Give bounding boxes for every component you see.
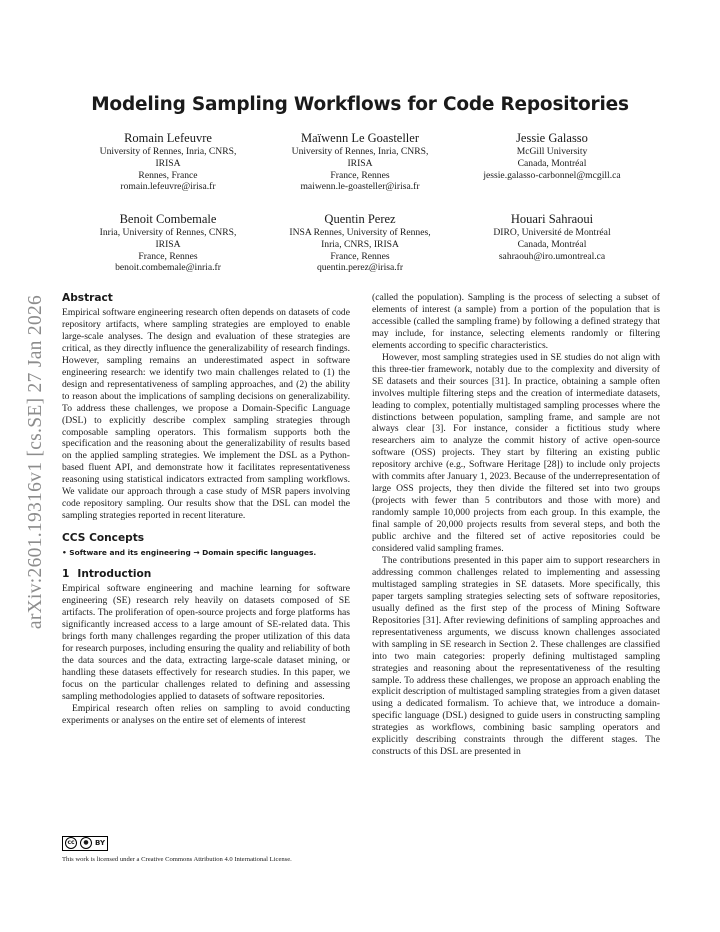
author-affiliation: DIRO, Université de Montréal — [493, 227, 611, 238]
left-column — [62, 292, 350, 727]
body-paragraph: However, most sampling strategies used in SE studies do not align with this three-tier framework, notably due to the complexity and diversity of SE datasets and their sources [31]. In practice, obtaining a sample often involves multiple filtering steps and the creation of intermediate datasets, leading to complex, potentially multistaged sampling processes where the distinctions between population, sampling frame, and sample are not always clear [3]. For instance, consider a fictitious study where researchers aim to analyze the commit history of active open-source software (OSS) projects. They start by filtering an existing public repository archive (e.g., Software Heritage [28]) to include only projects with commits after January 1, 2023. Because of the underrepresentation of large OSS projects, they then divide the filtered set into two groups (projects with fewer than 5 contributors and those with more) and randomly sample 10,000 projects from each group. In this example, the final sample of 20,000 projects results from several steps, and both the public archive and the filtered set of active repositories could be considered valid sampling frames. — [372, 351, 660, 555]
right-column — [372, 292, 660, 758]
author-location: France, Rennes — [330, 169, 390, 181]
cc-by-badge[interactable] — [62, 836, 108, 851]
author-location: France, Rennes — [138, 250, 198, 262]
author-location: France, Rennes — [330, 250, 390, 262]
author-block — [452, 211, 652, 262]
author-affiliation: Inria, CNRS, IRISA — [321, 238, 399, 250]
author-affiliation: University of Rennes, Inria, CNRS, — [99, 146, 237, 157]
abstract-text: Empirical software engineering research often depends on datasets of code repository artifacts, where sampling strategies are employed to enable large-scale analyses. The design and evaluation of these strategies are critical, as they directly influence the generalizability of research findings. However, sampling remains an underestimated aspect in software engineering research: we identify two main challenges related to (1) the design and representativeness of sampling approaches, and (2) the ability to reason about the implications of sampling decisions on generalizability. To address these challenges, we propose a Domain-Specific Language (DSL) to explicitly describe complex sampling strategies through composable sampling operators. This formalism supports both the specification and the reasoning about the generalizability of results based on the applied sampling strategies. We implement the DSL as a Python-based fluent API, and demonstrate how it facilitates representativeness reasoning using statistical indicators extracted from sampling workflows. We validate our approach through a case study of MSR papers involving code repository sampling. Our results show that the DSL can model the sampling strategies reported in recent literature. — [62, 307, 350, 522]
author-block — [68, 211, 268, 274]
author-affiliation: IRISA — [347, 157, 373, 169]
ccs-concepts: • Software and its engineering → Domain specific languages. — [62, 548, 317, 558]
intro-paragraph: Empirical research often relies on sampling to avoid conducting experiments or analyses on the entire set of elements of interest — [62, 702, 350, 726]
section-number: 1 — [62, 568, 70, 581]
arxiv-identifier: arXiv:2601.19316v1 [cs.SE] 27 Jan 2026 — [25, 294, 46, 630]
author-affiliation: University of Rennes, Inria, CNRS, — [291, 146, 429, 157]
author-affiliation: McGill University — [516, 146, 588, 157]
license-footer — [62, 831, 362, 863]
author-block — [260, 130, 460, 193]
intro-heading — [62, 568, 350, 581]
license-text: This work is licensed under a Creative Commons Attribution 4.0 International License. — [62, 855, 292, 863]
author-name: Quentin Perez — [324, 212, 396, 226]
author-name: Benoit Combemale — [119, 212, 217, 226]
person-icon: ● — [80, 837, 92, 849]
intro-paragraph: Empirical software engineering and machine learning for software engineering (SE) research rely heavily on datasets composed of SE artifacts. The proliferation of open-source projects and forge platforms has significantly increased access to a large amount of SE-related data. This brings forth many challenges regarding the proper utilization of this data for research purposes, including ensuring the quality and reliability of both the data sources and the data, extracting large-scale dataset mining, or handling these datasets effectively for research studies. In this paper, we focus on the particular challenges related to defining and assessing sampling methodologies applied to datasets of software repositories. — [62, 583, 350, 702]
author-email[interactable]: quentin.perez@irisa.fr — [316, 262, 404, 274]
section-title: Introduction — [77, 568, 152, 581]
author-affiliation: IRISA — [155, 238, 181, 250]
body-paragraph: The contributions presented in this paper aim to support researchers in addressing common challenges related to implementing and assessing multistaged sampling strategies in SE datasets. More specifically, this paper targets sampling strategies selecting sets of software repositories, usually defined as the first step of the process of Mining Software Repositories [31]. After reviewing definitions of sampling approaches and representativeness arguments, we discuss known challenges associated with sampling in SE research in Section 2. These challenges are classified into two main categories: properly defining multistaged sampling strategies and reasoning about the representativeness of the resulting sample. To address these challenges, we propose an approach enabling the explicit description of multistaged sampling strategies from a given dataset using a dedicated formalism. To achieve that, we introduce a domain-specific language (DSL) designed to guide users in constructing sampling strategies as workflows, combining basic sampling operators and explicitly describing constraints through the different stages. The constructs of this DSL are presented in — [372, 554, 661, 758]
author-email[interactable]: romain.lefeuvre@irisa.fr — [120, 181, 216, 193]
author-name: Jessie Galasso — [516, 131, 588, 145]
by-label: BY — [95, 839, 106, 847]
author-block — [260, 211, 460, 274]
paper-title: Modeling Sampling Workflows for Code Repositories — [91, 94, 629, 115]
author-location: Rennes, France — [138, 169, 198, 181]
body-paragraph: (called the population). Sampling is the process of selecting a subset of elements of interest (a sample) from a portion of the population that is accessible (called the sampling frame) by following a defined strategy that may include, for instance, selecting elements randomly or filtering elements according to specific characteristics. — [372, 292, 660, 351]
author-block — [68, 130, 268, 193]
author-email[interactable]: benoit.combemale@inria.fr — [115, 262, 221, 274]
author-block — [452, 130, 652, 181]
author-location: Canada, Montréal — [517, 157, 587, 169]
cc-icon: cc — [65, 837, 77, 849]
author-name: Romain Lefeuvre — [124, 131, 212, 145]
ccs-heading: CCS Concepts — [62, 532, 145, 545]
author-email[interactable]: sahraouh@iro.umontreal.ca — [498, 250, 606, 262]
author-email[interactable]: jessie.galasso-carbonnel@mcgill.ca — [483, 169, 621, 181]
author-affiliation: Inria, University of Rennes, CNRS, — [99, 227, 237, 238]
author-location: Canada, Montréal — [517, 238, 587, 250]
author-affiliation: INSA Rennes, University of Rennes, — [289, 227, 431, 238]
author-name: Maïwenn Le Goasteller — [300, 131, 419, 145]
abstract-heading: Abstract — [62, 292, 113, 304]
author-email[interactable]: maiwenn.le-goasteller@irisa.fr — [300, 181, 420, 193]
author-affiliation: IRISA — [155, 157, 181, 169]
author-name: Houari Sahraoui — [510, 212, 594, 226]
